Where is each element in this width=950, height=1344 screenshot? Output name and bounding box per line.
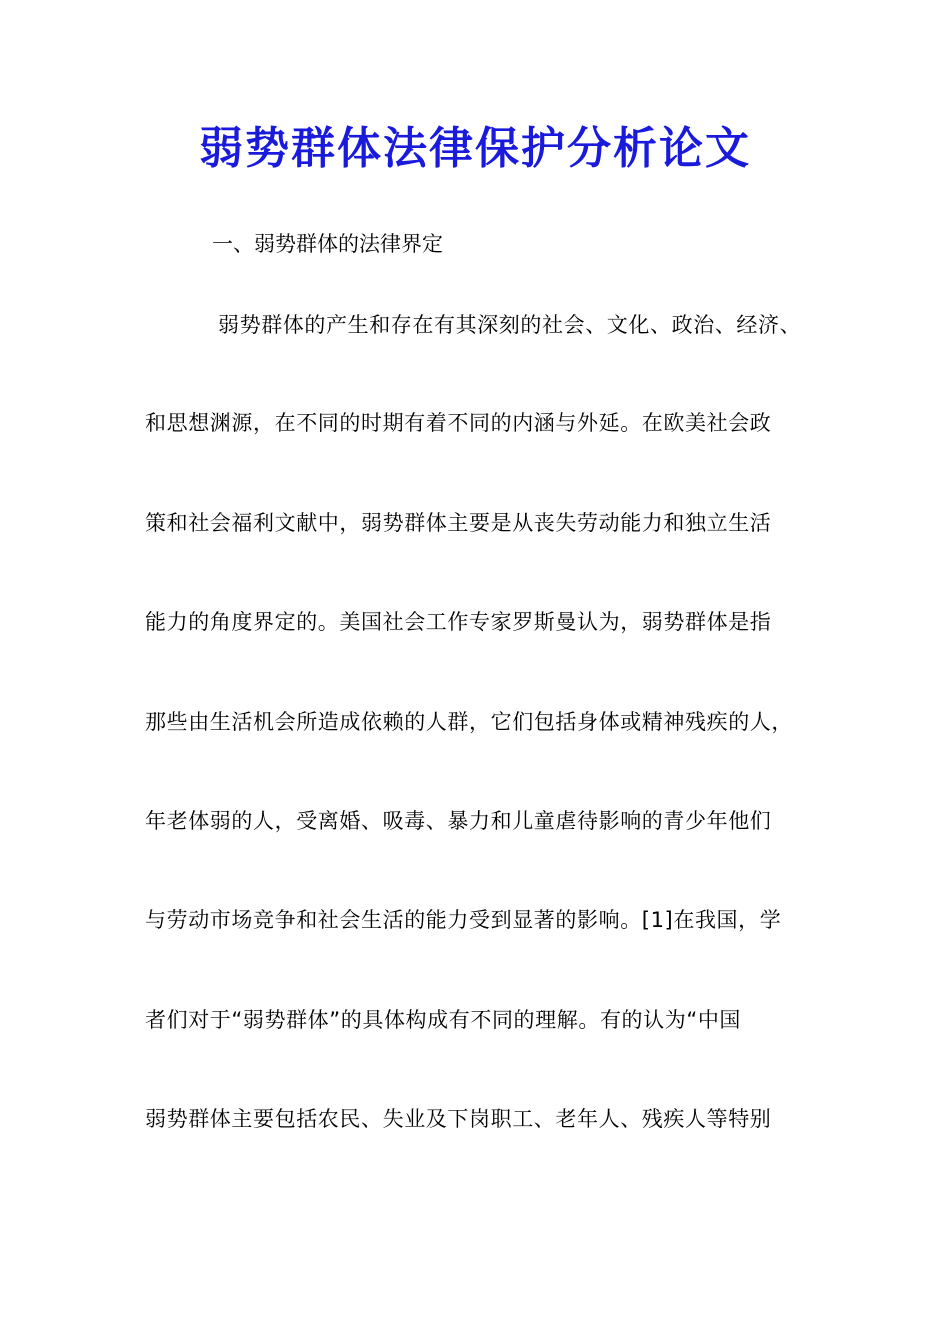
paragraph-line: 能力的角度界定的。美国社会工作专家罗斯曼认为，弱势群体是指 [145,610,772,634]
paragraph-line: 那些由生活机会所造成依赖的人群，它们包括身体或精神残疾的人， [145,710,793,734]
section-heading: 一、弱势群体的法律界定 [212,232,443,256]
paragraph-line: 年老体弱的人，受离婚、吸毒、暴力和儿童虐待影响的青少年他们 [145,809,772,833]
paragraph-line: 策和社会福利文献中，弱势群体主要是从丧失劳动能力和独立生活 [145,511,772,535]
paragraph-line: 者们对于“弱势群体”的具体构成有不同的理解。有的认为“中国 [145,1008,742,1032]
paragraph-line: 弱势群体的产生和存在有其深刻的社会、文化、政治、经济、 [218,313,802,337]
document-title: 弱势群体法律保护分析论文 [199,123,751,174]
paragraph-line: 和思想渊源，在不同的时期有着不同的内涵与外延。在欧美社会政 [145,411,772,435]
paragraph-line: 弱势群体主要包括农民、失业及下岗职工、老年人、残疾人等特别 [145,1107,772,1131]
paragraph-line: 与劳动市场竞争和社会生活的能力受到显著的影响。[1]在我国，学 [145,908,782,932]
